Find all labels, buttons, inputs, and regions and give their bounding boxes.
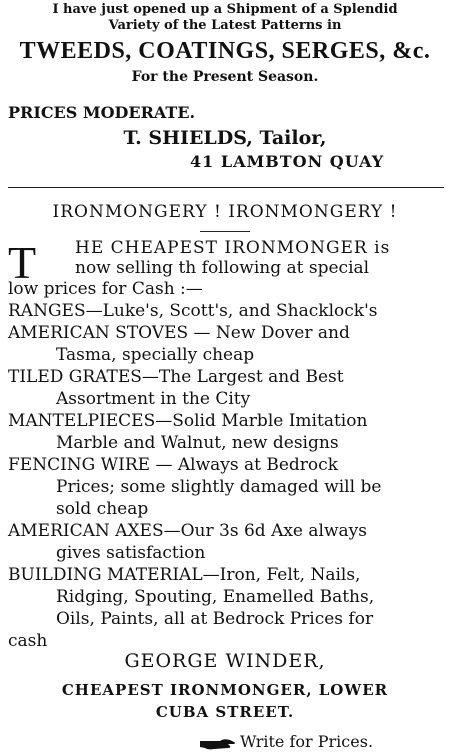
body-line: TILED GRATES—The Largest and Best [8,367,344,387]
winder-heading: IRONMONGERY ! IRONMONGERY ! [52,202,398,222]
write-for-prices [200,732,373,752]
body-line: Marble and Walnut, new designs [56,433,339,453]
body-line: BUILDING MATERIAL—Iron, Felt, Nails, [8,565,361,585]
body-line: MANTELPIECES—Solid Marble Imitation [8,411,368,431]
shields-season-line: For the Present Season. [131,69,319,85]
body-line: gives satisfaction [56,543,206,563]
shields-address: 41 LAMBTON QUAY [190,152,385,171]
body-line: RANGES—Luke's, Scott's, and Shacklock's [8,301,378,321]
shields-name: T. SHIELDS, Tailor, [123,127,327,149]
shields-headline: TWEEDS, COATINGS, SERGES, &c. [19,38,431,64]
winder-street: CUBA STREET. [155,703,295,721]
body-line: HE CHEAPEST IRONMONGER is [75,238,391,258]
body-line: AMERICAN STOVES — New Dover and [8,323,350,343]
shields-intro-line: I have just opened up a Shipment of a Splendid [52,2,398,17]
write-text: Write for Prices. [240,732,374,751]
body-line: Ridging, Spouting, Enamelled Baths, [56,587,375,607]
body-line: low prices for Cash :— [8,279,203,299]
short-divider [200,231,250,232]
winder-signature: GEORGE WINDER, [124,650,326,672]
pointing-hand-icon [200,736,236,750]
body-line: FENCING WIRE — Always at Bedrock [8,455,338,475]
body-line: Oils, Paints, all at Bedrock Prices for [56,609,374,629]
body-line: AMERICAN AXES—Our 3s 6d Axe always [8,521,367,541]
divider-rule [8,187,444,188]
body-line: now selling th following at special [75,258,370,278]
shields-intro-line-2: Variety of the Latest Patterns in [108,18,342,33]
body-line: Assortment in the City [56,389,251,409]
body-line: Tasma, specially cheap [56,345,255,365]
body-line: sold cheap [56,499,149,519]
shields-prices: PRICES MODERATE. [8,103,196,122]
winder-title: CHEAPEST IRONMONGER, LOWER [61,681,389,699]
drop-cap: T [8,237,37,288]
body-line: Prices; some slightly damaged will be [56,477,382,497]
body-line: cash [8,631,48,651]
